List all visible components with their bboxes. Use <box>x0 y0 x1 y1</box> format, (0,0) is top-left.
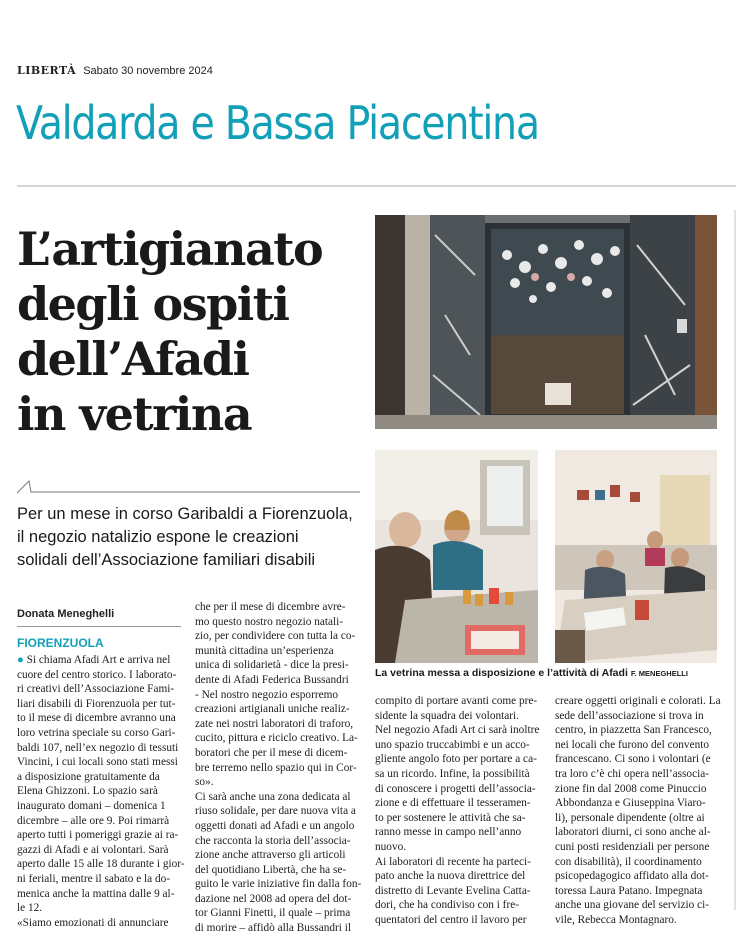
headline-line: in vetrina <box>17 387 252 441</box>
text-line: dazione nel 2008 ad opera del dot- <box>195 892 352 905</box>
text-line: laboratori diurni, ci sono anche al- <box>555 826 711 839</box>
text-line: pato anche la nuova direttrice del <box>375 870 526 883</box>
text-line: con disabilità), il coordinamento <box>555 855 702 868</box>
article-headline <box>17 222 362 442</box>
text-line: cucito, pittura e riciclo creativo. La- <box>195 732 358 745</box>
text-line: ranno messe in campo nell’anno <box>375 826 522 839</box>
text-line: nuovo. <box>375 840 407 853</box>
text-line <box>17 653 183 668</box>
text-line: Abbondanza e Giuseppina Viaro- <box>555 797 706 810</box>
text-line: baldi 107, nell’ex negozio di tessuti <box>17 741 179 754</box>
text-line: dente di Afadi Federica Bussandri <box>195 673 349 686</box>
text-line: cuni posti residenziali per persone <box>555 840 710 853</box>
text-line: creare oggetti originali e colorati. La <box>555 695 721 707</box>
text-line: dori, che ha condiviso con i fre- <box>375 899 519 912</box>
headline-line: degli ospiti <box>17 277 289 331</box>
text-line: anche una giovane del servizio ci- <box>555 899 710 912</box>
text-line: tra loro c’è chi opera nell’associa- <box>555 767 709 780</box>
shop-window-photo <box>375 215 717 429</box>
text-line: to il mese di dicembre avranno una <box>17 712 176 725</box>
text-line: riuso solidale, per dare nuova vita a <box>195 805 356 818</box>
text-line: di conoscere i progetti dell’associa- <box>375 782 536 795</box>
text-line-content: Si chiama Afadi Art e arriva nel <box>26 654 171 666</box>
caption-text: La vetrina messa a disposizione e l’attività di Afadi <box>375 667 628 679</box>
text-line: munità cittadina un’esperienza <box>195 644 334 657</box>
text-line: uno spazio truccabimbi e un acco- <box>375 738 530 751</box>
text-line: boratori che per il mese di dicem- <box>195 746 348 759</box>
text-line: bre terremo nello spazio qui in Cor- <box>195 761 357 774</box>
bullet-icon: ● <box>17 654 24 666</box>
article-subhead <box>17 503 367 572</box>
headline-line: dell’Afadi <box>17 332 249 386</box>
author-byline: Donata Meneghelli <box>17 608 115 620</box>
subhead-line: solidali dell’Associazione familiari disabili <box>17 551 316 569</box>
text-line: unica di solidarietà - dice la presi- <box>195 659 349 672</box>
text-line: sa un ricordo. Infine, la possibilità <box>375 767 530 780</box>
text-line: cuore del centro storico. I laborato- <box>17 668 177 681</box>
text-line: - Nel nostro negozio esporremo <box>195 688 339 701</box>
text-line: aperto dalle 15 alle 18 durante i gior- <box>17 858 185 871</box>
text-line: zio, per condividere con tutta la co- <box>195 630 356 643</box>
text-line: centro, in piazzetta San Francesco, <box>555 724 712 737</box>
text-line: dicembre – alle ore 9. Poi rimarrà <box>17 814 170 827</box>
text-line: gazzi di Afadi e ai volontari. Sarà <box>17 843 169 856</box>
byline-rule <box>17 626 181 627</box>
text-line: liari disabili di Fiorenzuola per tut- <box>17 697 176 710</box>
text-line: to per sostenere le attività che sa- <box>375 811 526 824</box>
text-line: sede dell’associazione si trova in <box>555 709 704 722</box>
text-line: aperto tutti i pomeriggi grazie ai ra- <box>17 829 179 842</box>
paper-name: LIBERTÀ <box>17 64 77 77</box>
text-line: ni feriali, mentre il sabato e la do- <box>17 872 171 885</box>
text-line: oggetti donati ad Afadi e un angolo <box>195 819 355 832</box>
text-column-4 <box>555 694 720 928</box>
text-line: francescano. Ci sono i volontari (e <box>555 753 711 766</box>
text-line: Elena Ghizzoni. Lo spazio sarà <box>17 785 158 798</box>
text-line: nei locali che furono del convento <box>555 738 710 751</box>
text-line: zione e di effettuare il tesseramen- <box>375 797 531 810</box>
text-line: «Siamo emozionati di annunciare <box>17 916 169 929</box>
text-line: so». <box>195 776 214 789</box>
text-line: Vincini, i cui locali sono stati messi <box>17 756 178 769</box>
text-line: tor Gianni Finetti, il quale – prima <box>195 907 351 920</box>
text-line: zione fin dal 2008 come Pinuccio <box>555 782 707 795</box>
text-line: di morire – affidò alla Bussandri il <box>195 922 352 935</box>
workshop-photo-right <box>555 450 717 663</box>
section-title: Valdarda e Bassa Piacentina <box>16 96 539 150</box>
workshop-photo-left <box>375 450 538 663</box>
photo-credit: F. MENEGHELLI <box>630 669 688 678</box>
text-line: mo questo nostro negozio natali- <box>195 615 344 628</box>
text-line: Ci sarà anche una zona dedicata al <box>195 790 351 803</box>
text-line: zione anche attraverso gli articoli <box>195 849 346 862</box>
text-line: zate nei nostri laboratori di traforo, <box>195 717 354 730</box>
text-line: inaugurato domani – domenica 1 <box>17 799 166 812</box>
text-line: vile, Rebecca Montagnaro. <box>555 913 677 926</box>
text-line: compito di portare avanti come pre- <box>375 695 538 707</box>
text-line: a disposizione gratuitamente da <box>17 770 160 783</box>
text-line: toressa Laura Patano. Impegnata <box>555 884 703 897</box>
text-line: Nel negozio Afadi Art ci sarà inoltre <box>375 724 540 737</box>
text-line: distretto di Levante Evelina Catta- <box>375 884 531 897</box>
issue-date: Sabato 30 novembre 2024 <box>83 65 213 77</box>
subhead-line: il negozio natalizio espone le creazioni <box>17 528 299 546</box>
dateline: FIORENZUOLA <box>17 636 104 650</box>
text-line: guito le varie iniziative fin dalla fon- <box>195 878 362 891</box>
text-line: creazioni artigianali uniche realiz- <box>195 703 350 716</box>
text-line: del quotidiano Libertà, che ha se- <box>195 863 347 876</box>
subhead-line: Per un mese in corso Garibaldi a Fiorenzuola, <box>17 505 353 523</box>
text-column-1 <box>17 653 183 930</box>
text-line: che racconta la storia dell’associa- <box>195 834 351 847</box>
text-line: menica anche la mattina dalle 9 al- <box>17 887 175 900</box>
masthead <box>17 64 213 77</box>
text-line: quentatori del centro il lavoro per <box>375 913 527 926</box>
headline-line: L’artigianato <box>17 222 323 276</box>
text-column-3 <box>375 694 540 928</box>
text-line: li), personale dipendente (oltre ai <box>555 811 705 824</box>
text-line: che per il mese di dicembre avre- <box>195 601 346 613</box>
text-column-2 <box>195 600 361 936</box>
decorative-rule <box>17 478 360 494</box>
text-line: loro vetrina speciale su corso Gari- <box>17 726 176 739</box>
text-line: Ai laboratori di recente ha parteci- <box>375 855 531 868</box>
text-line: ri creativi dell’Associazione Fami- <box>17 683 175 696</box>
section-divider <box>17 185 736 187</box>
text-line: sidente la squadra dei volontari. <box>375 709 519 722</box>
photo-caption <box>375 667 688 679</box>
text-line: gliente angolo foto per portare a ca- <box>375 753 537 766</box>
text-line: le 12. <box>17 902 43 915</box>
text-line: psicopedagogico affidato alla dot- <box>555 870 709 883</box>
